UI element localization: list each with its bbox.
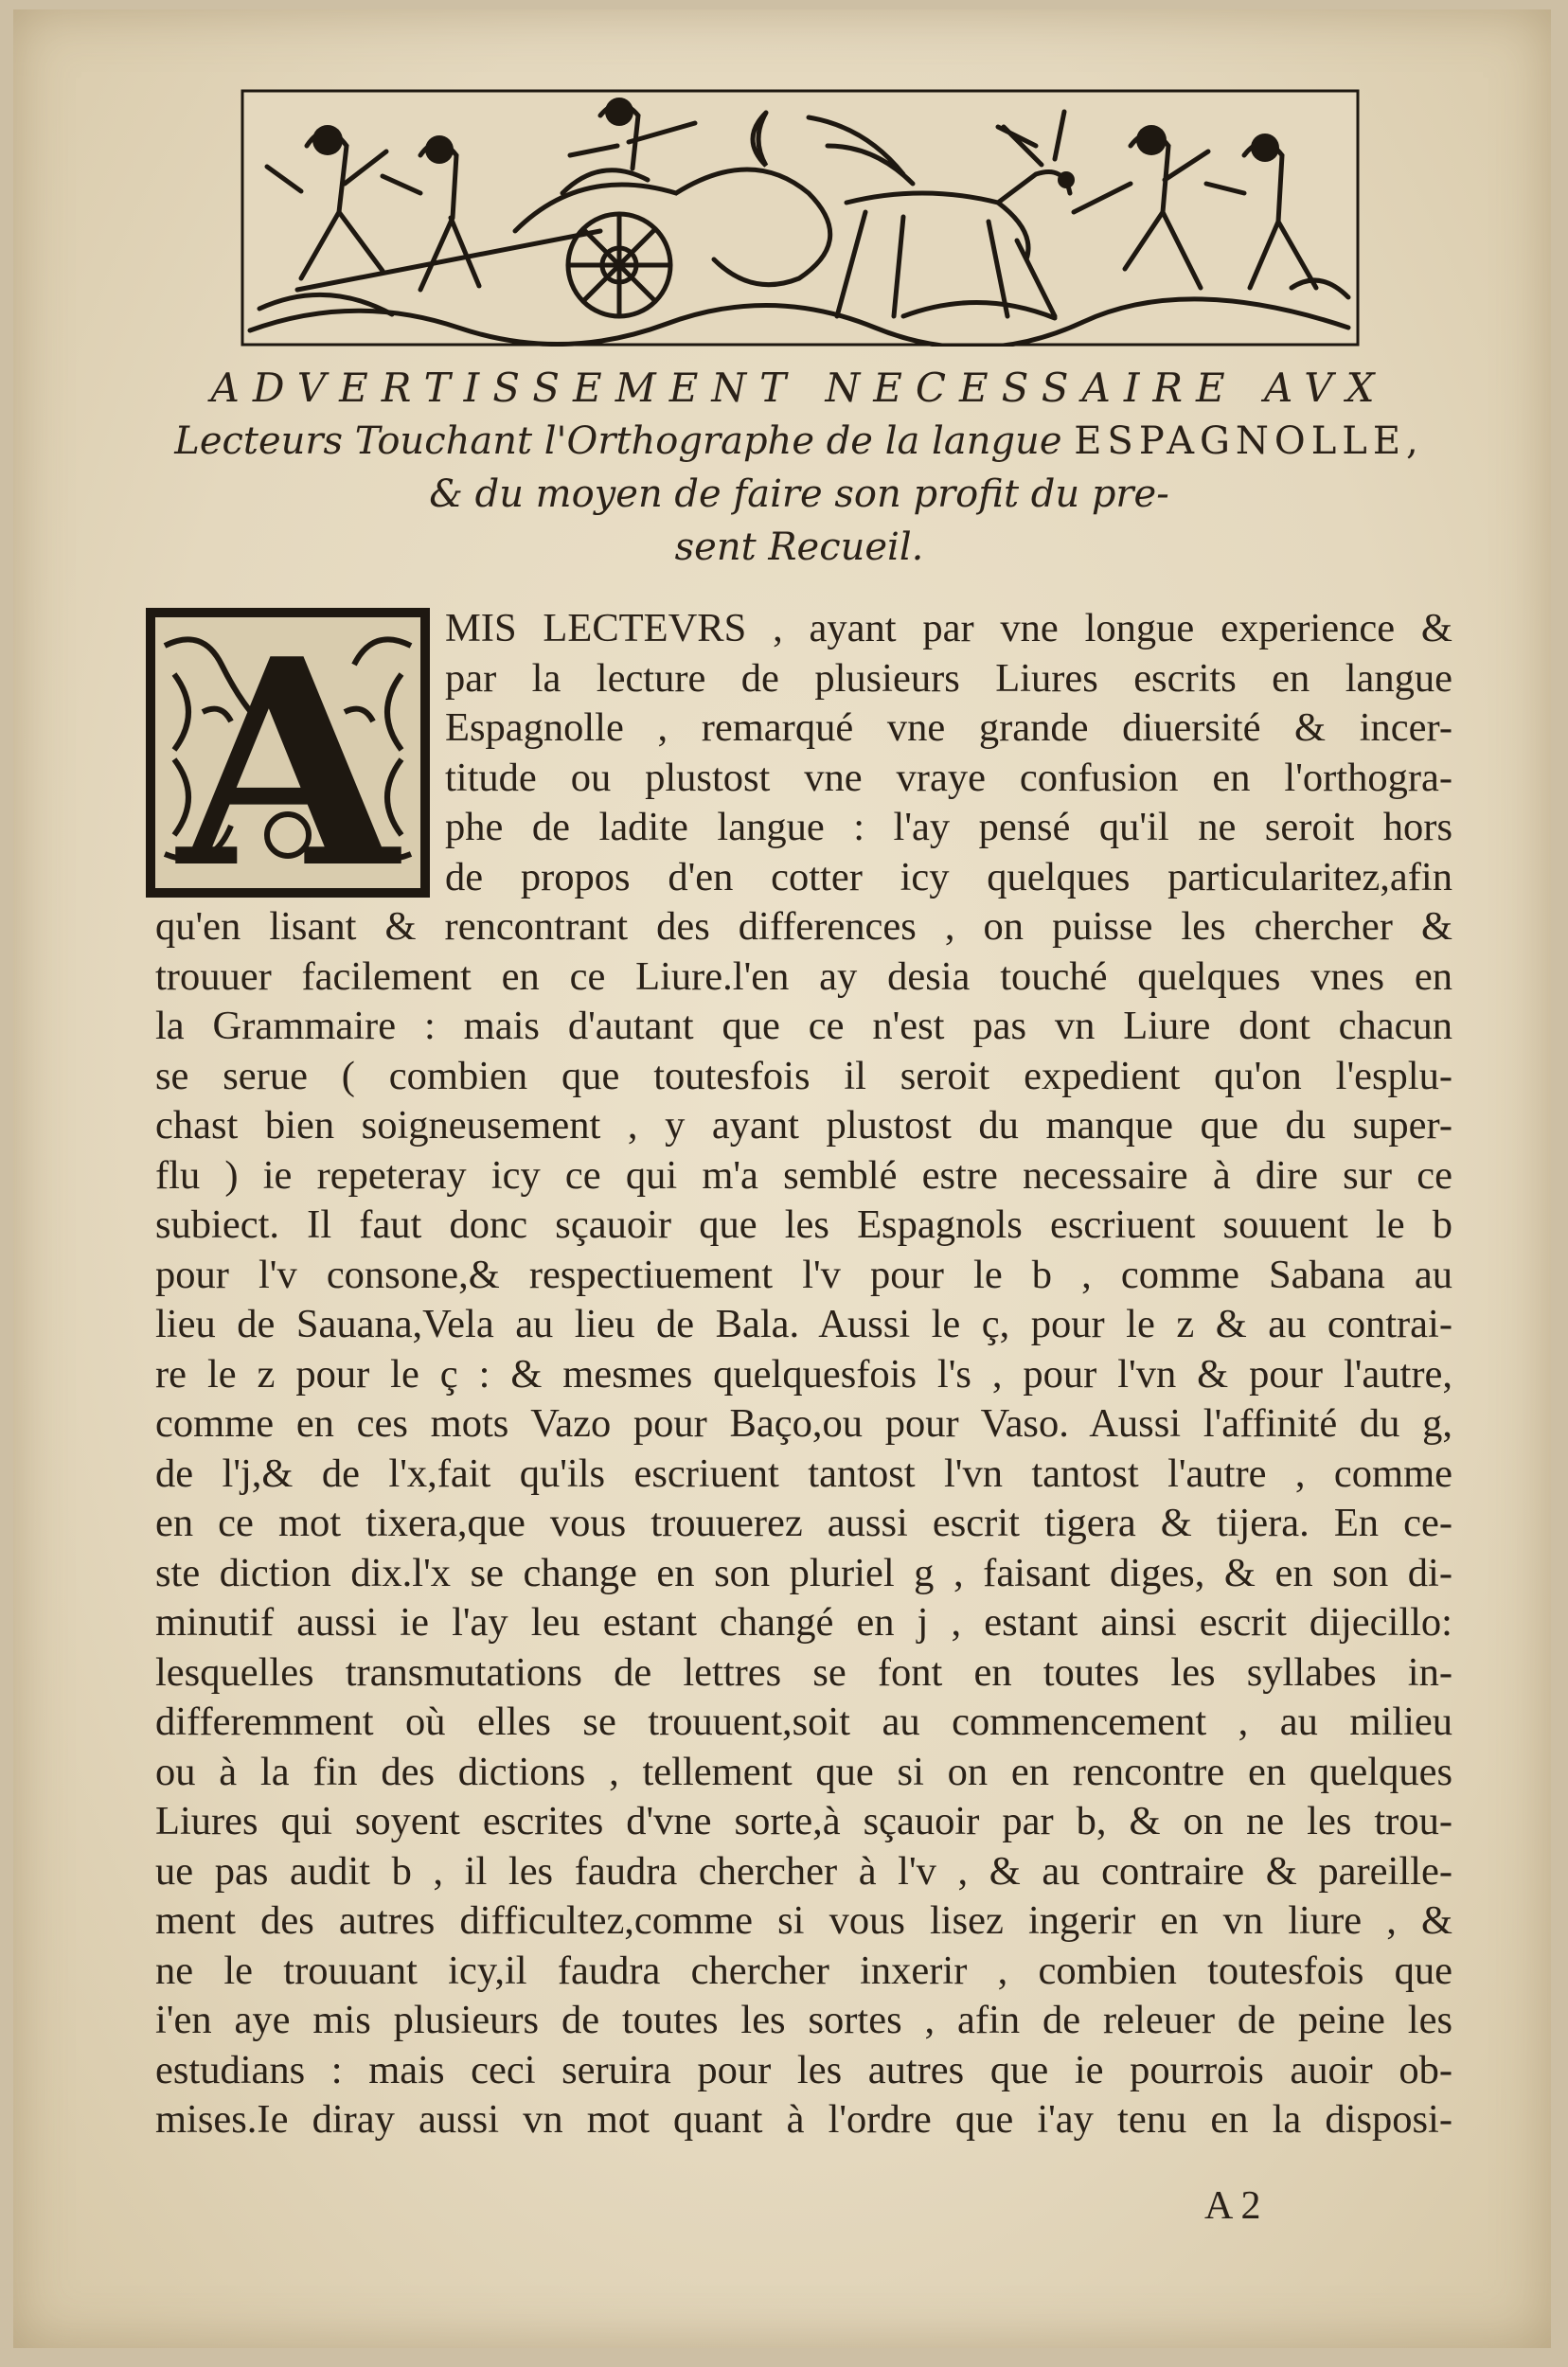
body-line: lesquelles transmutations de lettres se font en toutes les syllabes in-	[155, 1649, 1452, 1695]
body-line: phe de ladite langue : l'ay pensé qu'il ne seroit hors	[445, 805, 1452, 849]
body-line: comme en ces mots Vazo pour Baço,ou pour Vaso. Aussi l'affinité du g,	[155, 1401, 1452, 1446]
body-line: estudians : mais ceci seruira pour les autres que ie pourrois auoir ob-	[155, 2047, 1452, 2092]
body-line: en ce mot tixera,que vous trouuerez aussi escrit tigera & tijera. En ce-	[155, 1501, 1452, 1545]
body-line: differemment où elles se trouuent,soit au commencement , au milieu	[155, 1700, 1452, 1744]
title-line-2-smallcaps: ESPAGNOLLE,	[1074, 419, 1424, 463]
body-line: subiect. Il faut donc sçauoir que les Espagnols escriuent souuent le b	[155, 1202, 1452, 1247]
woodcut-headpiece	[241, 89, 1360, 347]
body-line: ne le trouuant icy,il faudra chercher inxerir , combien toutesfois que	[155, 1948, 1452, 1993]
body-line: ste diction dix.l'x se change en son pluriel g , faisant diges, & en son di-	[155, 1550, 1452, 1595]
body-text	[155, 604, 1452, 2145]
body-line: re le z pour le ç : & mesmes quelquesfois l's , pour l'vn & pour l'autre,	[155, 1351, 1452, 1397]
title-block	[146, 362, 1452, 574]
body-line: minutif aussi ie l'ay leu estant changé en j , estant ainsi escrit dijecillo:	[155, 1600, 1452, 1645]
title-line-2-italic: Lecteurs Touchant l'Orthographe de la langue	[174, 419, 1075, 463]
body-line: se serue ( combien que toutesfois il seroit expedient qu'on l'esplu-	[155, 1053, 1452, 1098]
body-line: ou à la fin des dictions , tellement que si on en rencontre en quelques	[155, 1749, 1452, 1794]
signature-catchword: A 2	[1204, 2184, 1261, 2228]
body-line: de propos d'en cotter icy quelques particularitez,afin	[445, 854, 1452, 899]
body-line: ue pas audit b , il les faudra chercher à l'v , & au contraire & pareille-	[155, 1848, 1452, 1894]
body-line: Liures qui soyent escrites d'vne sorte,à sçauoir par b, & on ne les trou-	[155, 1799, 1452, 1843]
body-line: i'en aye mis plusieurs de toutes les sortes , afin de releuer de peine les	[155, 1998, 1452, 2042]
body-line: ment des autres difficultez,comme si vous lisez ingerir en vn liure , &	[155, 1898, 1452, 1943]
initial-letter: A	[177, 608, 399, 898]
body-line: Espagnolle , remarqué vne grande diuersité & incer-	[445, 705, 1452, 750]
body-line: de l'j,& de l'x,fait qu'ils escriuent tantost l'vn tantost l'autre , comme	[155, 1450, 1452, 1496]
body-line: qu'en lisant & rencontrant des differences , on puisse les chercher &	[155, 904, 1452, 949]
title-line-2	[146, 415, 1452, 468]
title-line-3: & du moyen de faire son profit du pre-	[429, 472, 1169, 516]
body-line: titude ou plustost vne vraye confusion en l'orthogra-	[445, 755, 1452, 800]
book-page	[13, 9, 1551, 2348]
body-line: trouuer facilement en ce Liure.l'en ay desia touché quelques vnes en	[155, 953, 1452, 999]
title-line-1: ADVERTISSEMENT NECESSAIRE AVX	[210, 365, 1388, 411]
body-line: MIS LECTEVRS , ayant par vne longue experience &	[445, 606, 1452, 650]
body-line: pour l'v consone,& respectiuement l'v pour le b , comme Sabana au	[155, 1252, 1452, 1297]
body-line: chast bien soigneusement , y ayant plustost du manque que du super-	[155, 1103, 1452, 1148]
title-line-4: sent Recueil.	[674, 525, 924, 569]
body-line: mises.Ie diray aussi vn mot quant à l'ordre que i'ay tenu en la disposi-	[155, 2097, 1452, 2142]
body-line: flu ) ie repeteray icy ce qui m'a semblé estre necessaire à dire sur ce	[155, 1152, 1452, 1198]
body-line: la Grammaire : mais d'autant que ce n'est pas vn Liure dont chacun	[155, 1004, 1452, 1048]
body-line: lieu de Sauana,Vela au lieu de Bala. Aussi le ç, pour le z & au contrai-	[155, 1302, 1452, 1346]
body-line: par la lecture de plusieurs Liures escrits en langue	[445, 655, 1452, 701]
